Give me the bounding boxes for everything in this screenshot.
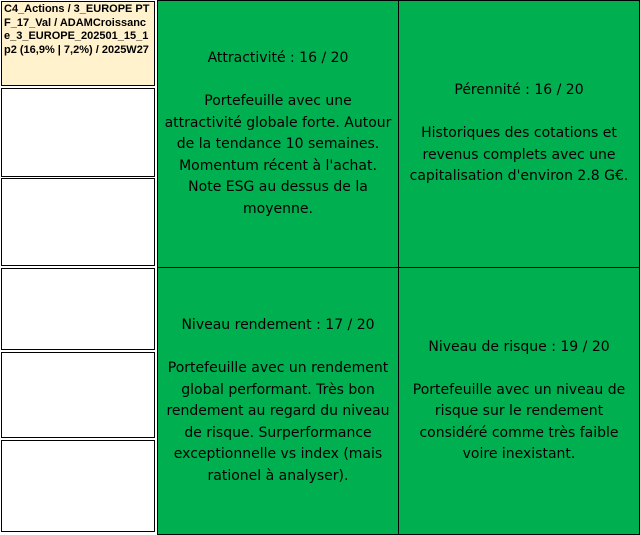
perennite-tile — [398, 0, 640, 268]
perennite-score: Pérennité : 16 / 20 — [454, 82, 584, 99]
perennite-description: Historiques des cotations et revenus complets avec une capitalisation d'environ 2.8 G€. — [409, 125, 629, 185]
empty-cell — [1, 178, 155, 266]
rendement-score: Niveau rendement : 17 / 20 — [181, 317, 375, 333]
rendement-description: Portefeuille avec un rendement global performant. Très bon rendement au regard du niveau de risque. Surperformance exceptionnelle vs index (mais rationel à analyser). — [166, 360, 390, 484]
left-column — [0, 0, 158, 535]
portfolio-title-cell: C4_Actions / 3_EUROPE PTF_17_Val / ADAMCroissance_3_EUROPE_202501_15_1p2 (16,9% | 7,2%) / 2025W27 — [1, 1, 155, 86]
empty-cell — [1, 352, 155, 438]
empty-cell — [1, 268, 155, 350]
attractivite-description: Portefeuille avec une attractivité globale forte. Autour de la tendance 10 semaines. Momentum récent à l'achat. Note ESG au dessus de la moyenne. — [164, 93, 392, 217]
risque-score: Niveau de risque : 19 / 20 — [428, 338, 610, 355]
empty-cell — [1, 88, 155, 177]
attractivite-score: Attractivité : 16 / 20 — [207, 50, 349, 66]
empty-cell — [1, 440, 155, 532]
attractivite-tile — [157, 0, 399, 268]
rendement-tile — [157, 267, 399, 535]
risque-tile — [398, 267, 640, 535]
risque-description: Portefeuille avec un niveau de risque sur le rendement considéré comme très faible voire inexistant. — [412, 381, 626, 462]
